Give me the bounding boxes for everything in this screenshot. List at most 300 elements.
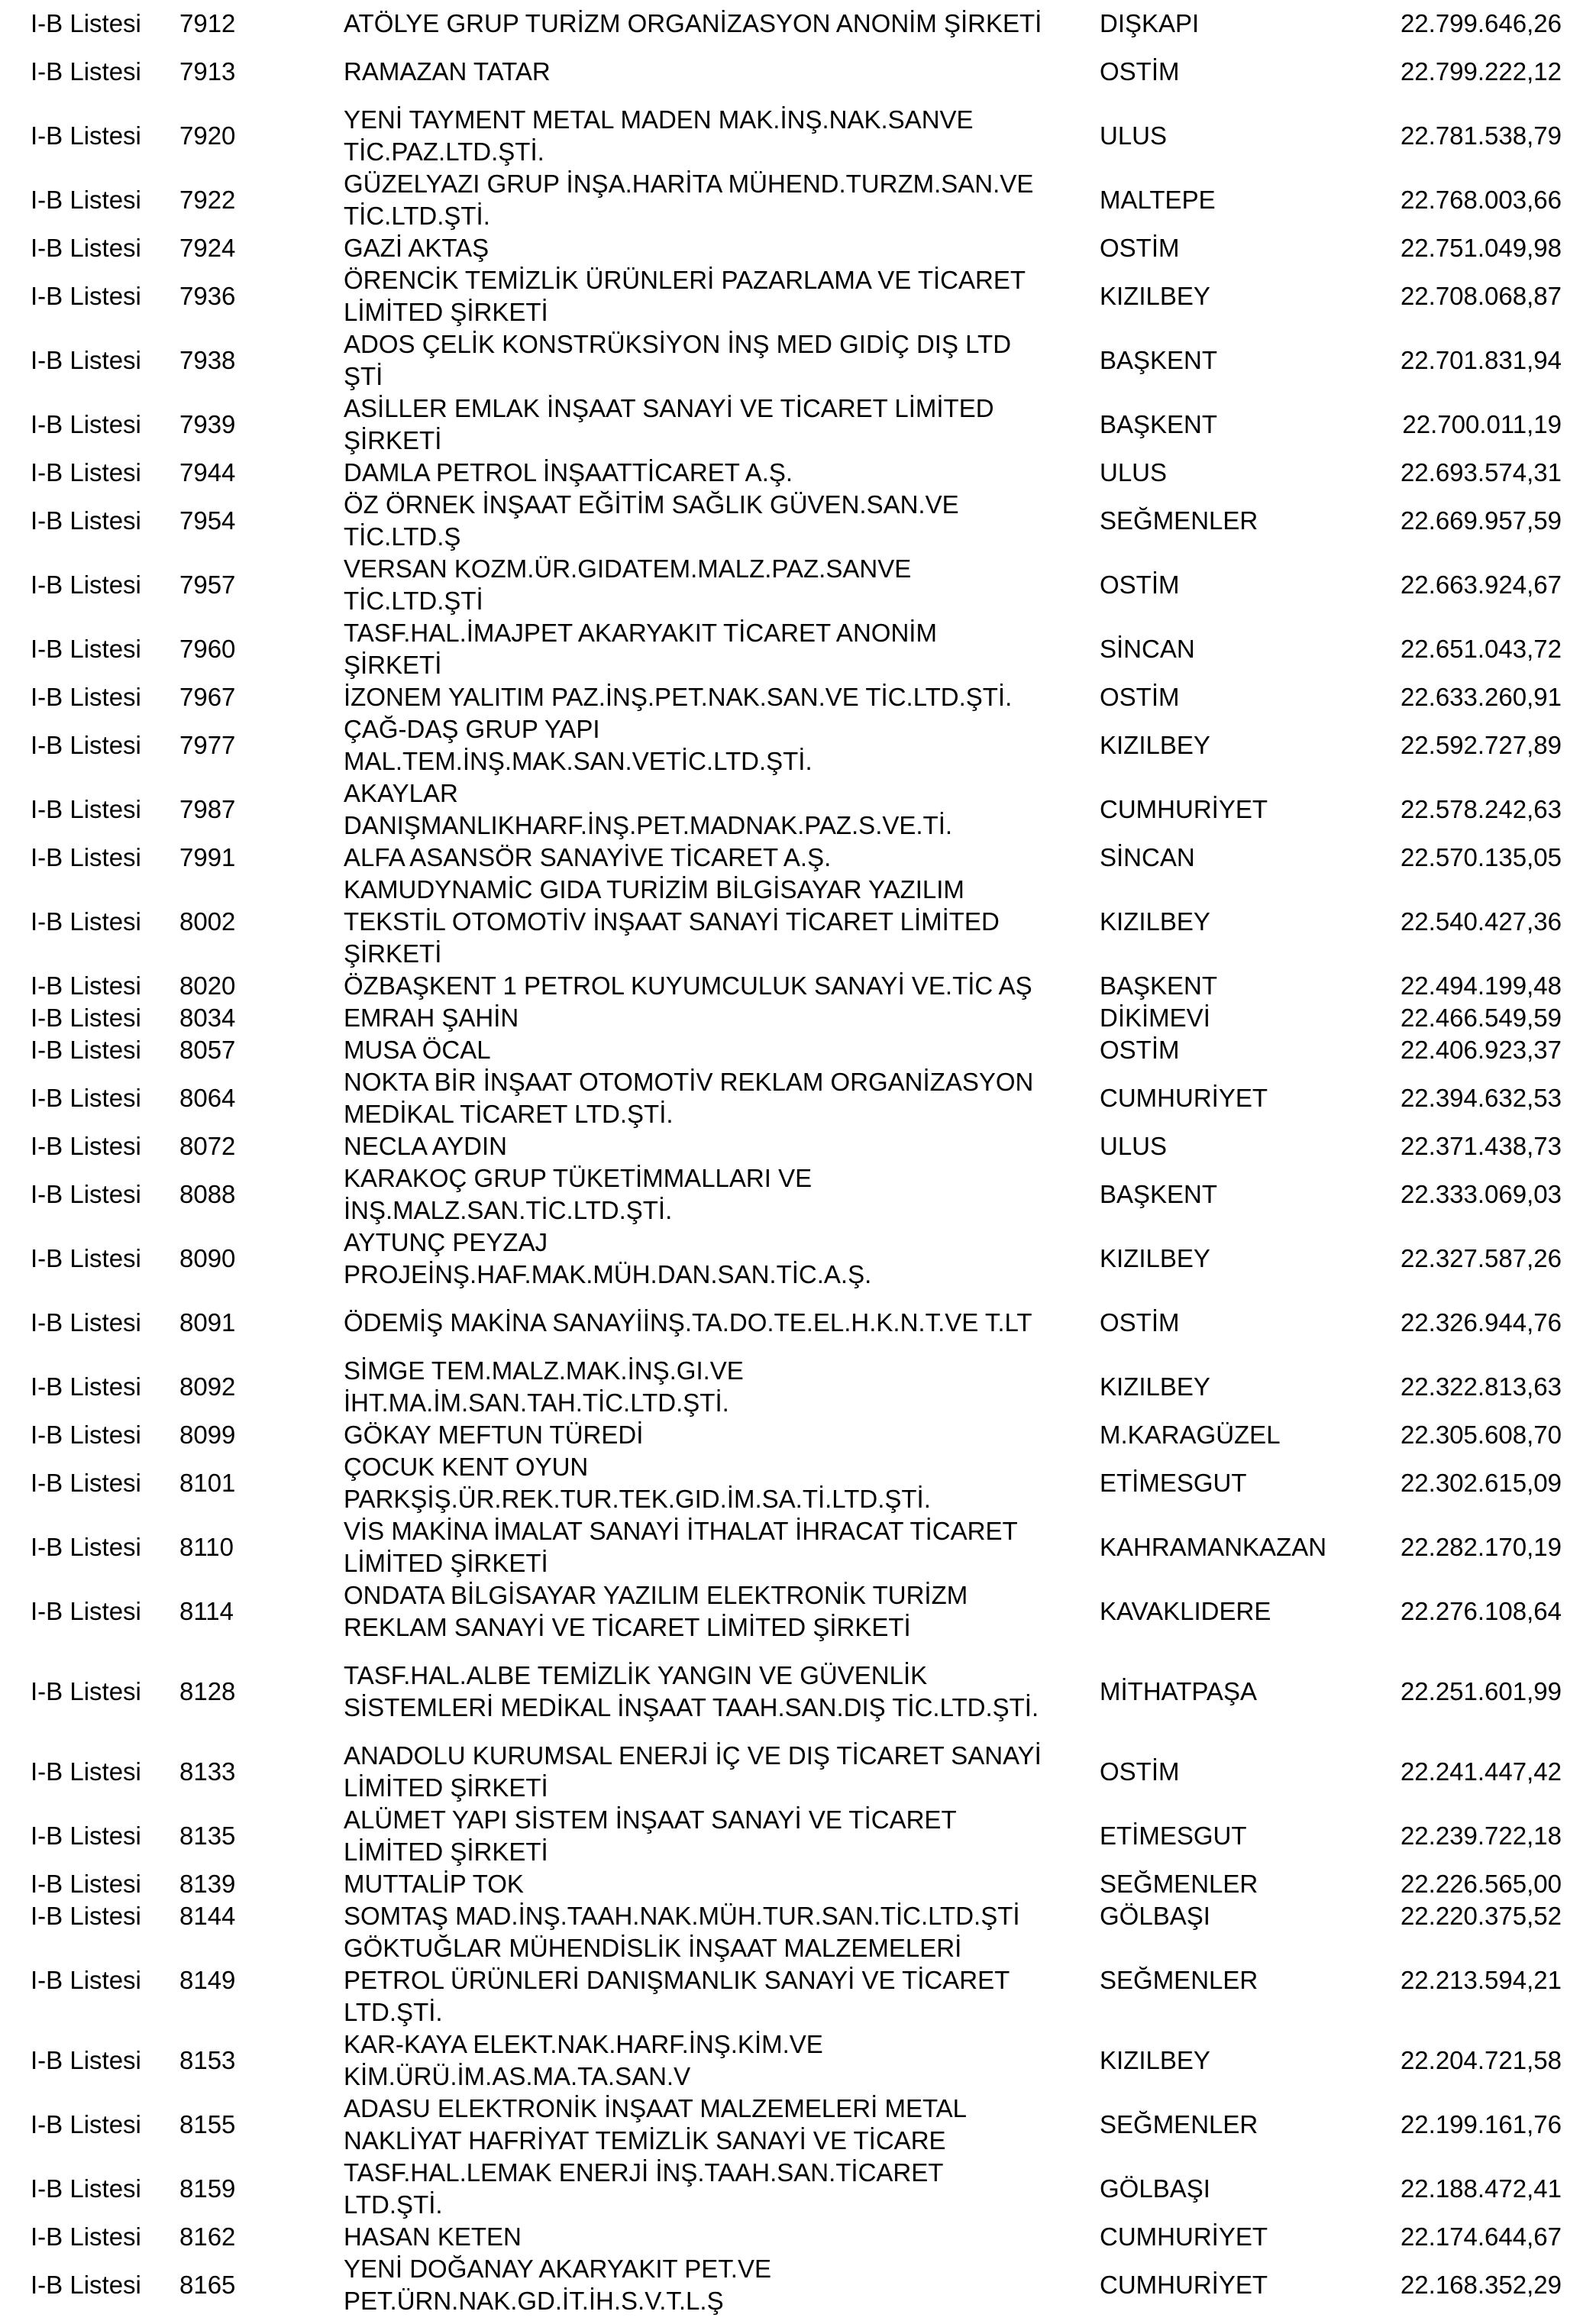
list-name-cell: I-B Listesi [31,1870,141,1898]
table-row [0,1066,1596,1130]
company-name-line: GAZİ AKTAŞ [344,234,489,262]
amount-cell: 22.633.260,91 [1400,683,1562,711]
table-row [0,2157,1596,2221]
company-name-cell [344,1419,643,1451]
company-name-line: MAL.TEM.İNŞ.MAK.SAN.VETİC.LTD.ŞTİ. [344,747,813,775]
location-cell: GÖLBAŞI [1100,2174,1210,2203]
company-name-cell [344,1660,1039,1724]
list-name-cell: I-B Listesi [31,506,141,535]
list-name-cell: I-B Listesi [31,1308,141,1337]
company-name-line: SİSTEMLERİ MEDİKAL İNŞAAT TAAH.SAN.DIŞ TİC.LTD.ŞTİ. [344,1693,1039,1721]
table-row [0,1291,1596,1355]
row-number-cell: 7922 [179,186,236,214]
row-number-cell: 8034 [179,1004,236,1032]
company-name-line: SOMTAŞ MAD.İNŞ.TAAH.NAK.MÜH.TUR.SAN.TİC.LTD.ŞTİ [344,1902,1020,1930]
list-name-cell: I-B Listesi [31,346,141,374]
company-name-cell [344,617,937,681]
row-number-cell: 7939 [179,410,236,438]
amount-cell: 22.570.135,05 [1400,843,1562,871]
table-row [0,1868,1596,1900]
row-number-cell: 8162 [179,2222,236,2251]
company-name-line: ONDATA BİLGİSAYAR YAZILIM ELEKTRONİK TURİZM [344,1581,968,1609]
table-row [0,1034,1596,1066]
amount-cell: 22.204.721,58 [1400,2046,1562,2074]
company-name-line: ASİLLER EMLAK İNŞAAT SANAYİ VE TİCARET LİMİTED [344,394,994,422]
company-name-cell [344,104,974,168]
row-number-cell: 8092 [179,1372,236,1401]
table-row [0,842,1596,874]
amount-cell: 22.371.438,73 [1400,1132,1562,1160]
company-name-line: KİM.ÜRÜ.İM.AS.MA.TA.SAN.V [344,2062,691,2090]
company-name-line: ÖDEMİŞ MAKİNA SANAYİİNŞ.TA.DO.TE.EL.H.K.N.T.VE T.LT [344,1308,1032,1337]
company-name-cell [344,2157,943,2221]
list-name-cell: I-B Listesi [31,1372,141,1401]
amount-cell: 22.174.644,67 [1400,2222,1562,2251]
row-number-cell: 8149 [179,1966,236,1994]
amount-cell: 22.394.632,53 [1400,1084,1562,1112]
table-row [0,1579,1596,1644]
company-name-line: AKAYLAR [344,779,458,807]
company-name-line: LİMİTED ŞİRKETİ [344,298,548,326]
company-name-cell [344,1451,931,1515]
table-row [0,553,1596,617]
company-name-cell [344,842,831,874]
table-row [0,1227,1596,1291]
company-name-line: ŞİRKETİ [344,651,442,679]
company-name-line: AYTUNÇ PEYZAJ [344,1228,548,1256]
amount-cell: 22.226.565,00 [1400,1870,1562,1898]
row-number-cell: 8072 [179,1132,236,1160]
table-row [0,232,1596,264]
list-name-cell: I-B Listesi [31,683,141,711]
company-name-line: VERSAN KOZM.ÜR.GIDATEM.MALZ.PAZ.SANVE [344,554,912,583]
amount-cell: 22.768.003,66 [1400,186,1562,214]
location-cell: OSTİM [1100,1308,1180,1337]
location-cell: BAŞKENT [1100,1180,1218,1208]
table-row [0,104,1596,168]
row-number-cell: 7912 [179,9,236,37]
list-name-cell: I-B Listesi [31,2174,141,2203]
row-number-cell: 8091 [179,1308,236,1337]
table-row [0,1002,1596,1034]
company-name-cell [344,232,489,264]
list-name-cell: I-B Listesi [31,1966,141,1994]
table-row [0,1515,1596,1579]
table-row [0,713,1596,777]
company-name-line: TEKSTİL OTOMOTİV İNŞAAT SANAYİ TİCARET LİMİTED [344,907,1000,936]
list-name-cell: I-B Listesi [31,282,141,310]
location-cell: KAHRAMANKAZAN [1100,1533,1327,1561]
company-name-line: EMRAH ŞAHİN [344,1004,519,1032]
location-cell: OSTİM [1100,683,1180,711]
amount-cell: 22.701.831,94 [1400,346,1562,374]
company-name-line: ÖRENCİK TEMİZLİK ÜRÜNLERİ PAZARLAMA VE TİCARET [344,266,1026,294]
amount-cell: 22.322.813,63 [1400,1372,1562,1401]
amount-cell: 22.700.011,19 [1402,410,1562,438]
table-row [0,617,1596,681]
company-name-cell [344,1034,491,1066]
company-name-cell [344,1066,1033,1130]
company-name-line: PETROL ÜRÜNLERİ DANIŞMANLIK SANAYİ VE TİCARET [344,1966,1010,1994]
company-name-cell [344,1162,812,1227]
row-number-cell: 7938 [179,346,236,374]
table-row [0,681,1596,713]
company-name-cell [344,1740,1042,1804]
company-name-line: ADASU ELEKTRONİK İNŞAAT MALZEMELERİ METAL [344,2094,968,2122]
location-cell: ULUS [1100,458,1168,487]
table-row [0,328,1596,393]
company-name-cell [344,2253,771,2317]
list-name-cell: I-B Listesi [31,186,141,214]
list-name-cell: I-B Listesi [31,1677,141,1705]
location-cell: OSTİM [1100,1036,1180,1064]
list-name-cell: I-B Listesi [31,635,141,663]
table-row [0,264,1596,328]
amount-cell: 22.693.574,31 [1400,458,1562,487]
company-name-cell [344,1804,957,1868]
location-cell: MALTEPE [1100,186,1216,214]
row-number-cell: 8114 [179,1597,234,1625]
company-name-line: MEDİKAL TİCARET LTD.ŞTİ. [344,1100,674,1128]
row-number-cell: 8110 [179,1533,234,1561]
company-name-cell [344,2028,823,2093]
company-name-cell [344,264,1026,328]
company-name-line: LİMİTED ŞİRKETİ [344,1549,548,1577]
amount-cell: 22.708.068,87 [1400,282,1562,310]
amount-cell: 22.466.549,59 [1400,1004,1562,1032]
row-number-cell: 7954 [179,506,236,535]
list-name-cell: I-B Listesi [31,234,141,262]
location-cell: SEĞMENLER [1100,506,1258,535]
location-cell: CUMHURİYET [1100,2222,1268,2251]
amount-cell: 22.494.199,48 [1400,971,1562,1000]
company-name-line: LİMİTED ŞİRKETİ [344,1838,548,1866]
company-name-line: DANIŞMANLIKHARF.İNŞ.PET.MADNAK.PAZ.S.VE.Tİ. [344,811,953,839]
row-number-cell: 7991 [179,843,236,871]
company-name-line: GÖKTUĞLAR MÜHENDİSLİK İNŞAAT MALZEMELERİ [344,1934,962,1962]
location-cell: ULUS [1100,121,1168,150]
company-name-line: MUSA ÖCAL [344,1036,491,1064]
amount-cell: 22.592.727,89 [1400,731,1562,759]
amount-cell: 22.302.615,09 [1400,1469,1562,1497]
document-table [0,8,1596,2317]
location-cell: KIZILBEY [1100,2046,1210,2074]
amount-cell: 22.663.924,67 [1400,571,1562,599]
list-name-cell: I-B Listesi [31,410,141,438]
list-name-cell: I-B Listesi [31,1469,141,1497]
table-row [0,1419,1596,1451]
table-row [0,40,1596,104]
company-name-line: LTD.ŞTİ. [344,2190,443,2219]
list-name-cell: I-B Listesi [31,1180,141,1208]
row-number-cell: 8153 [179,2046,236,2074]
company-name-line: TİC.LTD.ŞTİ. [344,202,490,230]
company-name-line: KAR-KAYA ELEKT.NAK.HARF.İNŞ.KİM.VE [344,2030,823,2058]
row-number-cell: 8057 [179,1036,236,1064]
amount-cell: 22.276.108,64 [1400,1597,1562,1625]
row-number-cell: 8159 [179,2174,236,2203]
company-name-cell [344,1355,744,1419]
amount-cell: 22.651.043,72 [1400,635,1562,663]
row-number-cell: 7987 [179,795,236,823]
company-name-cell [344,2221,522,2253]
amount-cell: 22.241.447,42 [1400,1757,1562,1786]
amount-cell: 22.251.601,99 [1400,1677,1562,1705]
location-cell: CUMHURİYET [1100,1084,1268,1112]
company-name-line: ÖZ ÖRNEK İNŞAAT EĞİTİM SAĞLIK GÜVEN.SAN.VE [344,490,959,519]
company-name-cell [344,168,1033,232]
row-number-cell: 7960 [179,635,236,663]
company-name-line: LİMİTED ŞİRKETİ [344,1773,548,1802]
amount-cell: 22.781.538,79 [1400,121,1562,150]
row-number-cell: 8128 [179,1677,236,1705]
list-name-cell: I-B Listesi [31,2222,141,2251]
company-name-cell [344,553,911,617]
company-name-cell [344,970,1032,1002]
location-cell: ULUS [1100,1132,1168,1160]
company-name-line: RAMAZAN TATAR [344,57,551,86]
location-cell: KIZILBEY [1100,731,1210,759]
list-name-cell: I-B Listesi [31,1132,141,1160]
row-number-cell: 8165 [179,2271,236,2299]
row-number-cell: 7913 [179,57,236,86]
company-name-line: GÖKAY MEFTUN TÜREDİ [344,1421,644,1449]
company-name-line: NECLA AYDIN [344,1132,507,1160]
company-name-line: ÇOCUK KENT OYUN [344,1453,589,1481]
location-cell: SİNCAN [1100,635,1195,663]
company-name-line: VİS MAKİNA İMALAT SANAYİ İTHALAT İHRACAT TİCARET [344,1517,1018,1545]
company-name-cell [344,393,994,457]
table-row [0,1804,1596,1868]
row-number-cell: 8101 [179,1469,236,1497]
company-name-line: ALÜMET YAPI SİSTEM İNŞAAT SANAYİ VE TİCARET [344,1805,957,1834]
company-name-line: YENİ DOĞANAY AKARYAKIT PET.VE [344,2255,771,2283]
company-name-cell [344,8,1042,40]
location-cell: GÖLBAŞI [1100,1902,1210,1930]
list-name-cell: I-B Listesi [31,795,141,823]
table-row [0,393,1596,457]
company-name-line: ÇAĞ-DAŞ GRUP YAPI [344,715,600,743]
table-row [0,2253,1596,2317]
list-name-cell: I-B Listesi [31,1757,141,1786]
location-cell: M.KARAGÜZEL [1100,1421,1281,1449]
company-name-line: PROJEİNŞ.HAF.MAK.MÜH.DAN.SAN.TİC.A.Ş. [344,1260,872,1288]
table-row [0,1932,1596,2028]
company-name-line: ANADOLU KURUMSAL ENERJİ İÇ VE DIŞ TİCARET SANAYİ [344,1741,1042,1770]
row-number-cell: 8133 [179,1757,236,1786]
company-name-cell [344,1900,1020,1932]
amount-cell: 22.578.242,63 [1400,795,1562,823]
table-row [0,2028,1596,2093]
location-cell: MİTHATPAŞA [1100,1677,1257,1705]
list-name-cell: I-B Listesi [31,1902,141,1930]
amount-cell: 22.239.722,18 [1400,1822,1562,1850]
company-name-cell [344,777,952,842]
company-name-line: ŞİRKETİ [344,426,442,454]
location-cell: CUMHURİYET [1100,2271,1268,2299]
table-row [0,970,1596,1002]
amount-cell: 22.669.957,59 [1400,506,1562,535]
amount-cell: 22.168.352,29 [1400,2271,1562,2299]
location-cell: KIZILBEY [1100,1372,1210,1401]
company-name-line: TİC.LTD.Ş [344,522,461,551]
company-name-cell [344,489,959,553]
list-name-cell: I-B Listesi [31,731,141,759]
company-name-line: MUTTALİP TOK [344,1870,524,1898]
table-row [0,874,1596,970]
row-number-cell: 8020 [179,971,236,1000]
company-name-line: ŞTİ [344,362,383,390]
row-number-cell: 8090 [179,1244,236,1272]
amount-cell: 22.220.375,52 [1400,1902,1562,1930]
location-cell: KIZILBEY [1100,282,1210,310]
company-name-line: YENİ TAYMENT METAL MADEN MAK.İNŞ.NAK.SANVE [344,105,974,134]
company-name-line: TİC.PAZ.LTD.ŞTİ. [344,137,544,166]
location-cell: ETİMESGUT [1100,1822,1247,1850]
table-row [0,1451,1596,1515]
location-cell: ETİMESGUT [1100,1469,1247,1497]
company-name-cell [344,457,793,489]
location-cell: CUMHURİYET [1100,795,1268,823]
amount-cell: 22.799.646,26 [1400,9,1562,37]
row-number-cell: 7936 [179,282,236,310]
company-name-line: İNŞ.MALZ.SAN.TİC.LTD.ŞTİ. [344,1196,673,1224]
amount-cell: 22.406.923,37 [1400,1036,1562,1064]
list-name-cell: I-B Listesi [31,843,141,871]
location-cell: BAŞKENT [1100,346,1218,374]
location-cell: KIZILBEY [1100,907,1210,936]
table-row [0,489,1596,553]
amount-cell: 22.188.472,41 [1400,2174,1562,2203]
location-cell: DIŞKAPI [1100,9,1200,37]
location-cell: OSTİM [1100,57,1180,86]
amount-cell: 22.751.049,98 [1400,234,1562,262]
list-name-cell: I-B Listesi [31,571,141,599]
amount-cell: 22.199.161,76 [1400,2110,1562,2138]
company-name-line: İZONEM YALITIM PAZ.İNŞ.PET.NAK.SAN.VE TİC.LTD.ŞTİ. [344,683,1013,711]
row-number-cell: 7944 [179,458,236,487]
list-name-cell: I-B Listesi [31,2046,141,2074]
company-name-line: NOKTA BİR İNŞAAT OTOMOTİV REKLAM ORGANİZASYON [344,1068,1034,1096]
location-cell: SEĞMENLER [1100,1966,1258,1994]
row-number-cell: 8135 [179,1822,236,1850]
company-name-line: NAKLİYAT HAFRİYAT TEMİZLİK SANAYİ VE TİCARE [344,2126,946,2155]
amount-cell: 22.327.587,26 [1400,1244,1562,1272]
list-name-cell: I-B Listesi [31,1597,141,1625]
company-name-cell [344,1932,1010,2028]
company-name-cell [344,1002,519,1034]
table-row [0,8,1596,40]
row-number-cell: 8144 [179,1902,236,1930]
company-name-line: TASF.HAL.LEMAK ENERJİ İNŞ.TAAH.SAN.TİCARET [344,2158,944,2187]
list-name-cell: I-B Listesi [31,1084,141,1112]
company-name-line: KARAKOÇ GRUP TÜKETİMMALLARI VE [344,1164,813,1192]
location-cell: OSTİM [1100,234,1180,262]
company-name-line: REKLAM SANAYİ VE TİCARET LİMİTED ŞİRKETİ [344,1613,911,1641]
location-cell: SEĞMENLER [1100,1870,1258,1898]
table-row [0,1130,1596,1162]
list-name-cell: I-B Listesi [31,9,141,37]
row-number-cell: 8099 [179,1421,236,1449]
company-name-cell [344,681,1012,713]
list-name-cell: I-B Listesi [31,2110,141,2138]
amount-cell: 22.333.069,03 [1400,1180,1562,1208]
company-name-line: HASAN KETEN [344,2222,522,2251]
company-name-cell [344,56,551,88]
company-name-cell [344,713,813,777]
row-number-cell: 8155 [179,2110,236,2138]
list-name-cell: I-B Listesi [31,1036,141,1064]
location-cell: OSTİM [1100,571,1180,599]
amount-cell: 22.326.944,76 [1400,1308,1562,1337]
location-cell: KAVAKLIDERE [1100,1597,1271,1625]
company-name-line: ATÖLYE GRUP TURİZM ORGANİZASYON ANONİM ŞİRKETİ [344,9,1042,37]
list-name-cell: I-B Listesi [31,57,141,86]
location-cell: OSTİM [1100,1757,1180,1786]
company-name-line: PET.ÜRN.NAK.GD.İT.İH.S.V.T.L.Ş [344,2287,724,2315]
location-cell: SİNCAN [1100,843,1195,871]
list-name-cell: I-B Listesi [31,1421,141,1449]
company-name-line: İHT.MA.İM.SAN.TAH.TİC.LTD.ŞTİ. [344,1388,729,1417]
list-name-cell: I-B Listesi [31,1244,141,1272]
list-name-cell: I-B Listesi [31,971,141,1000]
table-row [0,1740,1596,1804]
location-cell: SEĞMENLER [1100,2110,1258,2138]
company-name-cell [344,1515,1018,1579]
table-row [0,457,1596,489]
row-number-cell: 8139 [179,1870,236,1898]
company-name-line: ŞİRKETİ [344,939,442,968]
list-name-cell: I-B Listesi [31,1004,141,1032]
company-name-line: TİC.LTD.ŞTİ [344,587,483,615]
table-row [0,1355,1596,1419]
list-name-cell: I-B Listesi [31,907,141,936]
row-number-cell: 7924 [179,234,236,262]
company-name-cell [344,1579,968,1644]
list-name-cell: I-B Listesi [31,121,141,150]
amount-cell: 22.305.608,70 [1400,1421,1562,1449]
table-row [0,777,1596,842]
amount-cell: 22.540.427,36 [1400,907,1562,936]
company-name-cell [344,874,1000,970]
row-number-cell: 7957 [179,571,236,599]
table-row [0,1900,1596,1932]
location-cell: DİKİMEVİ [1100,1004,1210,1032]
table-row [0,1162,1596,1227]
list-name-cell: I-B Listesi [31,1533,141,1561]
amount-cell: 22.282.170,19 [1400,1533,1562,1561]
company-name-line: ADOS ÇELİK KONSTRÜKSİYON İNŞ MED GIDİÇ DIŞ LTD [344,330,1012,358]
row-number-cell: 7967 [179,683,236,711]
company-name-line: TASF.HAL.ALBE TEMİZLİK YANGIN VE GÜVENLİK [344,1661,928,1689]
company-name-cell [344,1307,1032,1339]
company-name-line: SİMGE TEM.MALZ.MAK.İNŞ.GI.VE [344,1356,744,1385]
table-row [0,2221,1596,2253]
company-name-cell [344,328,1011,393]
company-name-line: ÖZBAŞKENT 1 PETROL KUYUMCULUK SANAYİ VE.TİC AŞ [344,971,1032,1000]
location-cell: BAŞKENT [1100,971,1218,1000]
amount-cell: 22.799.222,12 [1400,57,1562,86]
company-name-line: KAMUDYNAMİC GIDA TURİZİM BİLGİSAYAR YAZILIM [344,875,964,904]
list-name-cell: I-B Listesi [31,1822,141,1850]
table-row [0,168,1596,232]
row-number-cell: 7977 [179,731,236,759]
amount-cell: 22.213.594,21 [1400,1966,1562,1994]
company-name-line: ALFA ASANSÖR SANAYİVE TİCARET A.Ş. [344,843,832,871]
list-name-cell: I-B Listesi [31,458,141,487]
row-number-cell: 8064 [179,1084,236,1112]
company-name-line: LTD.ŞTİ. [344,1998,443,2026]
